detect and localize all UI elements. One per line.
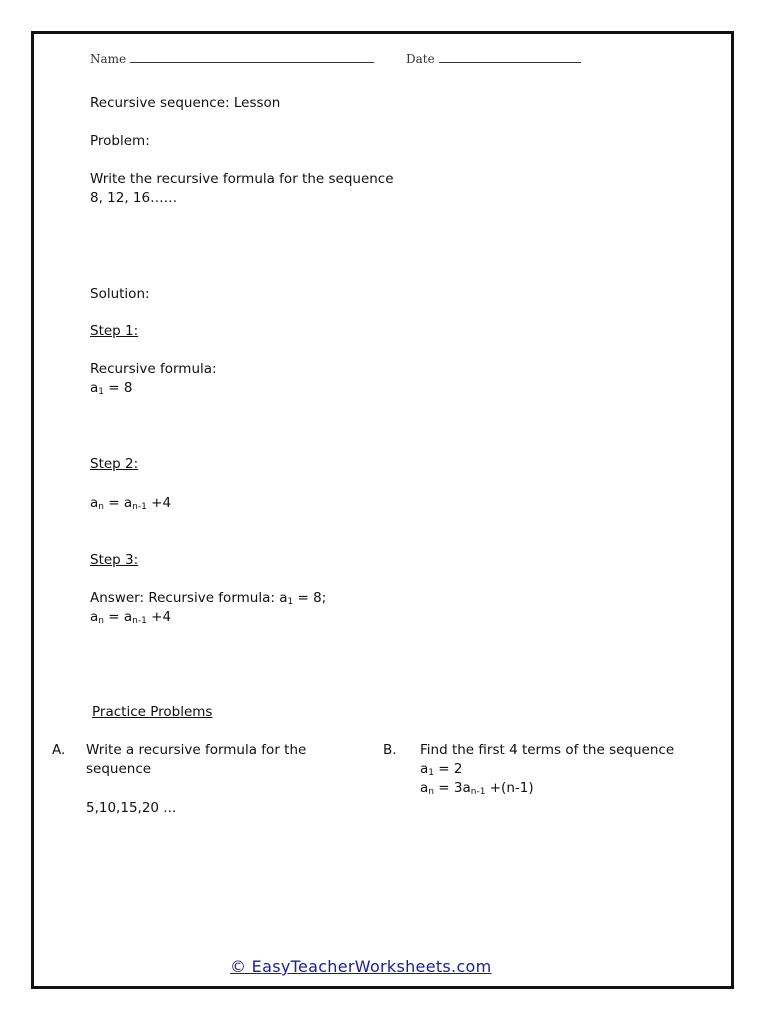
problem-text-2: 8, 12, 16…… [90,190,178,206]
answer-line-2: $a_n = a_{n-1} +4$ [90,609,172,626]
step3-label: Step 3: [90,552,139,568]
step2-formula: $a_n = a_{n-1} +4$ [90,495,172,512]
practice-heading: Practice Problems [92,704,213,720]
problem-a-line-2: sequence [86,761,152,777]
step1-label: Step 1: [90,323,139,339]
problem-label: Problem: [90,133,150,149]
problem-a-sequence: 5,10,15,20 ... [86,800,177,816]
answer-line-1: Answer: Recursive formula: $a_1 = 8$; [90,590,327,607]
problem-b-formula-2: $a_n = 3a_{n-1} +(n-1)$ [420,780,534,797]
problem-a-line-1: Write a recursive formula for the [86,742,307,758]
problem-b-line-1: Find the first 4 terms of the sequence [420,742,675,758]
solution-label: Solution: [90,286,150,302]
lesson-title: Recursive sequence: Lesson [90,95,281,111]
problem-a-marker: A. [52,742,66,758]
step1-text: Recursive formula: [90,361,217,377]
date-line [439,50,581,63]
date-field[interactable] [406,50,581,66]
name-line [130,50,374,63]
problem-text-1: Write the recursive formula for the sequence [90,171,394,187]
problem-b-marker: B. [383,742,397,758]
problem-b-formula-1: $a_1 = 2$ [420,761,463,778]
name-label: Name [90,52,127,66]
footer-link[interactable]: © EasyTeacherWorksheets.com [230,957,492,976]
step1-formula: $a_1 = 8$ [90,380,133,397]
name-field[interactable] [90,50,374,66]
date-label: Date [406,52,435,66]
step2-label: Step 2: [90,456,139,472]
